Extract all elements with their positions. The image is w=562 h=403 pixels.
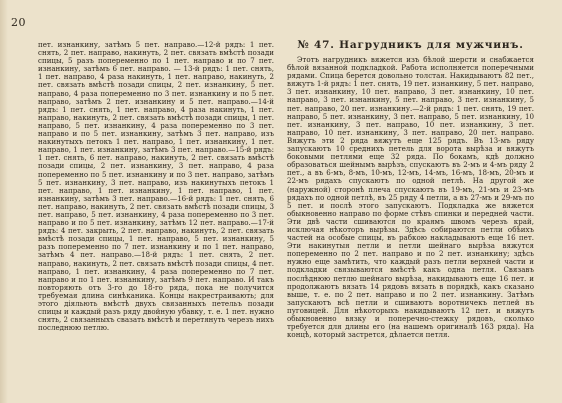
left-column <box>38 41 274 397</box>
article-paragraph: Этотъ нагрудникъ вяжется изъ бѣлой шерсти и снабжается бѣлой вязанной подкладкой. Работа исполняется поперечными рядами. Спица берется довольно толстая. Накидываютъ 82 пет., вяжутъ 1-й рядъ: 1 пет. снять, 19 пет. изнанкину, 5 пет. направо, 3 пет. изнанкину, 10 пет. направо, 3 пет. изнанкину, 10 пет. направо, 3 пет. изнанкину, 5 пет. направо, 3 пет. изнанкину, 5 пет. направо, 20 пет. изнанкину.—2-й рядъ: 1 пет. снять, 19 пет. направо, 5 пет. изнанкину, 3 пет. направо, 5 пет. изнанкину, 10 пет. изнанкину, 3 пет. направо, 10 пет. изнанкину, 3 пет. направо, 10 пет. изнанкину, 3 пет. направо, 20 пет. направо. Вяжутъ эти 2 ряда вяжутъ еще 125 рядъ. Въ 13-мъ ряду запускаютъ 10 среднихъ петель для ворота вырѣза и вяжутъ боковыми петлями еще 32 ряда. По бокамъ, кдѣ должно образоваться шейнымъ вырѣзъ, спускаютъ въ 2-мъ и 4-мъ ряду 2 пет., а въ 6-мъ, 8-мъ, 10-мъ, 12-мъ, 14-мъ, 16-мъ, 18-мъ, 20-мъ и 22-мъ рядахъ спускаютъ по одной петлѣ. На другой же (наружной) сторонѣ плеча спускаютъ въ 19-мъ, 21-мъ и 23-мъ рядахъ по одной петлѣ, въ 25 ряду 4 петли, а въ 27-мъ и 29-мъ по 5 пет. и послѣ этого запускаютъ. Подкладка же вяжется обыкновенно направо по форме стѣвъ спинки и передней части. Эти двѣ части сшиваются по краямъ швомъ черезъ край, исключая нѣкоторъ вырѣзы. Здѣсь собираются петли обѣихъ частей на особые спицы, въ рабкою накладываютъ еще 16 пет. Эти накинутыя петли и петли шейнаго вырѣза вяжутся попеременно по 2 пет. направо и по 2 пет. изнанкину; здѣсь нужно еще замѣтить, что каждый разъ петли верхней части и подкладки связываются вмѣстѣ какъ одна петля. Связавъ послѣднюю петлю шейнаго вырѣза, накидываютъ еще 16 пет. и продолжаютъ вязать 14 рядовъ вязать в порядкѣ, какъ сказано выше, т. е. по 2 пет. направо и по 2 пет. изнанкину. Затѣмъ запускаютъ всѣ петли и сшиваютъ воротничекъ петлей въ пуговицей. Для нѣкоторыхъ накидываютъ 12 пет. и вяжутъ обыкновенно вязку и поперечно-стежку рядовъ, сколько требуется для длины его (на нашемъ оригиналѣ 163 ряда). На концѣ, который застрется, дѣлается петля. <box>287 56 534 340</box>
left-column-paragraph: пет. изнанкину, затѣмъ 5 пет. направо.—12-й рядъ: 1 пет. снять, 2 пет. направо, накинуть, 2 пет. связать вмѣстѣ позади спицы, 5 разъ попеременно по 1 пет. направо и по 7 пет. изнанкину, затѣмъ 6 пет. направо. — 13-й рядъ: 1 пет. снять, 1 пет. направо, 4 раза накинуть, 1 пет. направо, накинуть, 2 пет. связать вмѣстѣ позади спицы, 2 пет. изнанкину, 5 пет. направо, 4 раза попеременно по 3 пет. изнанкину и по 5 пет. направо, затѣмъ 2 пет. изнанкину и 5 пет. направо.—14-й рядъ: 1 пет. снять, 1 пет. направо, 4 раза накинуть, 1 пет. направо, накинуть, 2 пет. связать вмѣстѣ позади спицы, 1 пет. направо, 5 пет. изнанкину, 4 раза попеременно по 3 пет. направо и по 5 пет. изнанкину, затѣмъ 3 пет. направо, изъ накинутыхъ петокъ 1 пет. направо, 1 пет. изнанкину, 1 пет. направо, 1 пет. изнанкину, затѣмъ 3 пет. направо.—15-й рядъ: 1 пет. снять, 6 пет. направо, накинуть, 2 пет. связать вмѣстѣ позади спицы, 2 пет. изнанкину, 3 пет. направо, 4 раза попеременно по 5 пет. изнанкину и по 3 пет. направо, затѣмъ 5 пет. изнанкину, 3 пет. направо, изъ накинутыхъ петокъ 1 пет. направо, 1 пет. изнанкину, 1 пет. направо, 1 пет. изнанкину, затѣмъ 3 пет. направо.—16-й рядъ: 1 пет. снять, 6 пет. направо, накинуть, 2 пет. связать вмѣстѣ позади спицы, 3 пет. направо, 5 пет. изнанкину, 4 раза попеременно по 3 пет. направо и по 5 пет. изнанкину, затѣмъ 12 пет. направо.—17-й рядъ: 4 пет. закрыть, 2 пет. направо, накинуть, 2 пет. связать вмѣстѣ позади спицы, 1 пет. направо, 5 пет. изнанкину, 5 разъ попеременно по 7 пет. изнанкину и по 1 пет. направо, затѣмъ 4 пет. направо.—18-й рядъ: 1 пет. снять, 2 пет. направо, накинуть, 2 пет. связать вмѣстѣ позади спицы, 4 пет. направо, 1 пет. изнанкину, 4 раза попеременно по 7 пет. направо и по 1 пет. изнанкину, затѣмъ 9 пет. направо. И такъ повторяють отъ 3-го до 18-го ряда, пока не получится требуемая длина синѣканика. Концы накрестраивають; для этого діяльють вмѣстѣ двухъ связанныхъ петельъ позади спицы и каждый разъ ряду двойную убавку, т. е. 1 пет. нужно снять, 2 связанныхъ свазать вмѣстѣ и перетянуть черезъ нихъ последнюю петлю. <box>38 41 274 333</box>
right-column <box>287 56 534 397</box>
page-gutter-shadow <box>0 0 8 403</box>
article-title: № 47. Нагрудникъ для мужчинъ. <box>297 39 524 51</box>
page-number: 20 <box>11 16 26 29</box>
